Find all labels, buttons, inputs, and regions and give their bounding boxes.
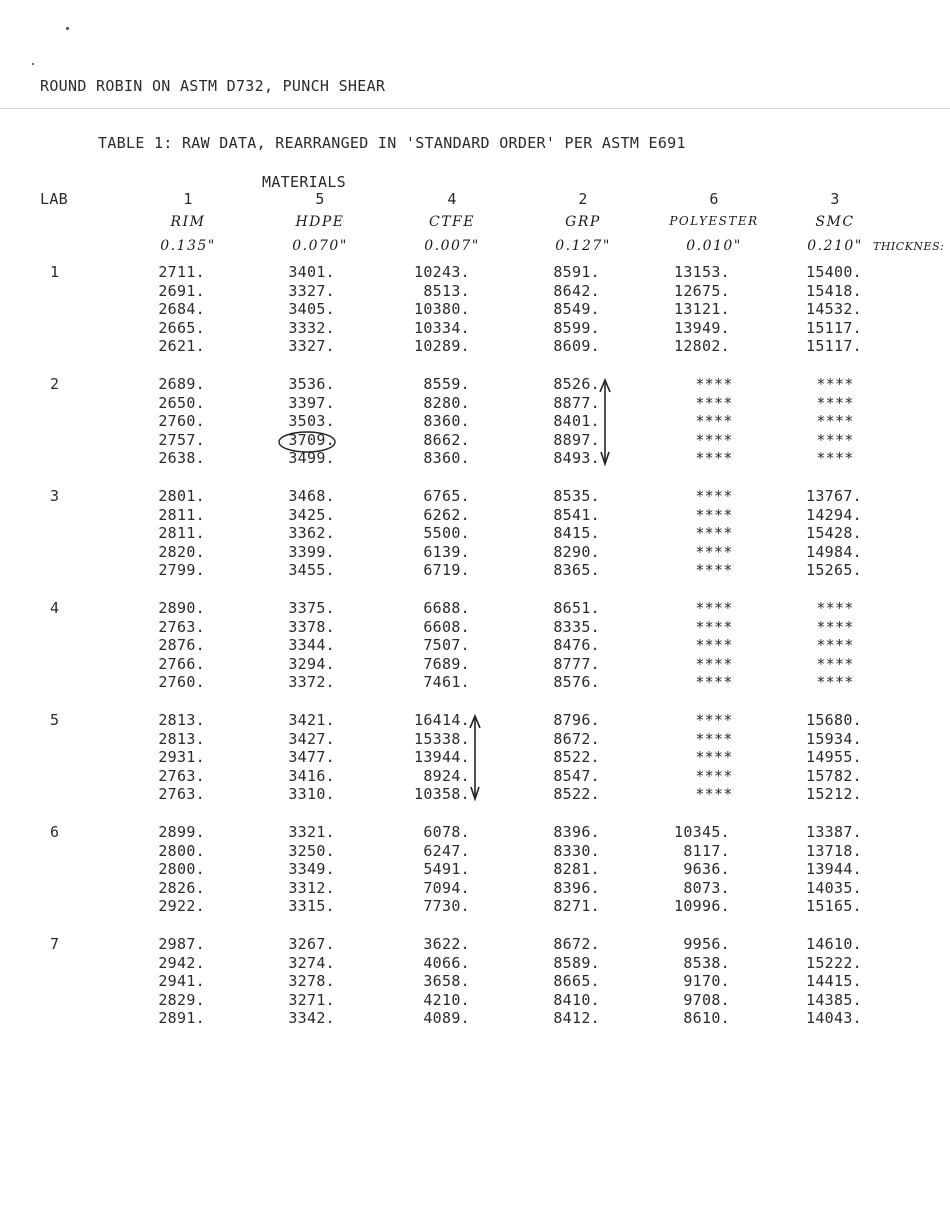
data-cell: 14294. — [806, 506, 862, 524]
data-cell: 2691. — [158, 282, 205, 300]
data-cell: 10334. — [414, 319, 470, 337]
data-cell: 2799. — [158, 561, 205, 579]
data-cell: 8280. — [423, 394, 470, 412]
data-cell: 9956. — [683, 935, 730, 953]
data-cell: 3658. — [423, 972, 470, 990]
data-cell: 2665. — [158, 319, 205, 337]
data-cell: 8073. — [683, 879, 730, 897]
data-cell: 3399. — [288, 543, 335, 561]
data-cell: 10243. — [414, 263, 470, 281]
data-cell: **** — [695, 767, 733, 785]
data-cell: 10345. — [674, 823, 730, 841]
data-cell: 12675. — [674, 282, 730, 300]
data-cell: 3622. — [423, 935, 470, 953]
material-number-5: 6 — [709, 190, 719, 208]
data-cell: 3362. — [288, 524, 335, 542]
data-cell: 8526. — [553, 375, 600, 393]
data-cell: 13387. — [806, 823, 862, 841]
data-cell: **** — [695, 431, 733, 449]
data-cell: 2800. — [158, 842, 205, 860]
lab-number: 6 — [50, 823, 60, 841]
data-cell: 7461. — [423, 673, 470, 691]
data-cell: 2760. — [158, 412, 205, 430]
document-title: ROUND ROBIN ON ASTM D732, PUNCH SHEAR — [40, 77, 386, 95]
data-cell: 2890. — [158, 599, 205, 617]
data-cell: 3310. — [288, 785, 335, 803]
data-cell: **** — [695, 487, 733, 505]
data-cell: **** — [695, 599, 733, 617]
lab-number: 4 — [50, 599, 60, 617]
data-cell: 3327. — [288, 337, 335, 355]
data-cell: 6262. — [423, 506, 470, 524]
data-cell: 8415. — [553, 524, 600, 542]
data-cell: 15934. — [806, 730, 862, 748]
data-cell: 3274. — [288, 954, 335, 972]
data-cell: 6078. — [423, 823, 470, 841]
data-cell: 3536. — [288, 375, 335, 393]
material-thickness-6: 0.210" — [807, 238, 863, 254]
data-cell: 8796. — [553, 711, 600, 729]
data-cell: 2942. — [158, 954, 205, 972]
data-cell: 4210. — [423, 991, 470, 1009]
data-cell: 13718. — [806, 842, 862, 860]
data-cell: 8559. — [423, 375, 470, 393]
data-cell: 2813. — [158, 711, 205, 729]
data-cell: **** — [695, 524, 733, 542]
data-cell: 8609. — [553, 337, 600, 355]
data-cell: **** — [695, 543, 733, 561]
material-name-1: RIM — [170, 214, 206, 230]
data-cell: **** — [695, 506, 733, 524]
data-cell: 3278. — [288, 972, 335, 990]
data-cell: 14610. — [806, 935, 862, 953]
data-cell: 2800. — [158, 860, 205, 878]
data-cell: **** — [695, 618, 733, 636]
lab-number: 5 — [50, 711, 60, 729]
data-cell: 3421. — [288, 711, 335, 729]
data-cell: 8271. — [553, 897, 600, 915]
data-cell: 15428. — [806, 524, 862, 542]
data-cell: 2638. — [158, 449, 205, 467]
scan-line — [0, 108, 950, 109]
table-title: TABLE 1: RAW DATA, REARRANGED IN 'STANDARD ORDER' PER ASTM E691 — [98, 134, 686, 152]
lab-column-header: LAB — [40, 190, 68, 208]
data-cell: 2763. — [158, 767, 205, 785]
data-cell: 15212. — [806, 785, 862, 803]
data-cell: 13949. — [674, 319, 730, 337]
data-cell: 9170. — [683, 972, 730, 990]
data-cell: 8777. — [553, 655, 600, 673]
data-cell: 12802. — [674, 337, 730, 355]
data-cell: 3267. — [288, 935, 335, 953]
data-cell: 14043. — [806, 1009, 862, 1027]
data-cell: 15680. — [806, 711, 862, 729]
data-cell: 3401. — [288, 263, 335, 281]
data-cell: 2891. — [158, 1009, 205, 1027]
data-cell: 2684. — [158, 300, 205, 318]
arrow-up-head — [600, 380, 610, 392]
material-number-6: 3 — [830, 190, 840, 208]
data-cell: 2801. — [158, 487, 205, 505]
data-cell: 15418. — [806, 282, 862, 300]
data-cell: 15782. — [806, 767, 862, 785]
data-cell: 3397. — [288, 394, 335, 412]
data-cell: **** — [816, 655, 854, 673]
data-cell: 8662. — [423, 431, 470, 449]
data-cell: 7507. — [423, 636, 470, 654]
data-cell: 3294. — [288, 655, 335, 673]
data-cell: 2811. — [158, 506, 205, 524]
data-cell: 6719. — [423, 561, 470, 579]
data-cell: 6247. — [423, 842, 470, 860]
material-name-3: CTFE — [429, 214, 475, 230]
data-cell: **** — [695, 636, 733, 654]
data-cell: 8396. — [553, 823, 600, 841]
data-cell: 7730. — [423, 897, 470, 915]
data-cell: 3342. — [288, 1009, 335, 1027]
data-cell: 14955. — [806, 748, 862, 766]
data-cell: 8335. — [553, 618, 600, 636]
data-cell: 3321. — [288, 823, 335, 841]
materials-label: MATERIALS — [262, 173, 346, 191]
arrow-up-head — [470, 716, 480, 728]
data-cell: 14984. — [806, 543, 862, 561]
data-cell: 8360. — [423, 449, 470, 467]
material-number-1: 1 — [183, 190, 193, 208]
data-cell: 7689. — [423, 655, 470, 673]
data-cell: 2766. — [158, 655, 205, 673]
data-cell: 8642. — [553, 282, 600, 300]
speck-mark — [32, 63, 34, 65]
data-cell: **** — [695, 412, 733, 430]
data-cell: 2621. — [158, 337, 205, 355]
lab-number: 7 — [50, 935, 60, 953]
data-cell: 3477. — [288, 748, 335, 766]
data-cell: 8589. — [553, 954, 600, 972]
data-cell: 8924. — [423, 767, 470, 785]
material-name-5: POLYESTER — [669, 214, 759, 228]
data-cell: 8476. — [553, 636, 600, 654]
data-cell: 8576. — [553, 673, 600, 691]
data-cell: 8281. — [553, 860, 600, 878]
lab-number: 2 — [50, 375, 60, 393]
data-cell: 3427. — [288, 730, 335, 748]
data-cell: 15222. — [806, 954, 862, 972]
data-cell: 8365. — [553, 561, 600, 579]
arrow-down-head — [471, 787, 479, 799]
material-thickness-1: 0.135" — [160, 238, 216, 254]
data-cell: 3312. — [288, 879, 335, 897]
data-cell: 2941. — [158, 972, 205, 990]
data-cell: 13944. — [414, 748, 470, 766]
data-cell: 3455. — [288, 561, 335, 579]
data-cell: 8651. — [553, 599, 600, 617]
data-cell: 3425. — [288, 506, 335, 524]
data-cell: 8665. — [553, 972, 600, 990]
material-name-6: SMC — [815, 214, 855, 230]
data-cell: 14532. — [806, 300, 862, 318]
data-cell: 8290. — [553, 543, 600, 561]
data-cell: 8330. — [553, 842, 600, 860]
data-cell: 10996. — [674, 897, 730, 915]
data-cell: 2931. — [158, 748, 205, 766]
data-cell: **** — [816, 618, 854, 636]
data-cell: 3327. — [288, 282, 335, 300]
data-cell: 4089. — [423, 1009, 470, 1027]
data-cell: 8535. — [553, 487, 600, 505]
data-cell: 8538. — [683, 954, 730, 972]
data-cell: 9708. — [683, 991, 730, 1009]
data-cell: 8591. — [553, 263, 600, 281]
data-cell: 2711. — [158, 263, 205, 281]
data-cell: **** — [816, 431, 854, 449]
data-cell: 5500. — [423, 524, 470, 542]
data-cell: 8117. — [683, 842, 730, 860]
arrow-down-head — [601, 452, 609, 464]
lab-number: 3 — [50, 487, 60, 505]
data-cell: 15265. — [806, 561, 862, 579]
data-cell: 8877. — [553, 394, 600, 412]
data-cell: **** — [816, 449, 854, 467]
data-cell: 2820. — [158, 543, 205, 561]
data-cell: 3375. — [288, 599, 335, 617]
data-cell: 2922. — [158, 897, 205, 915]
material-thickness-4: 0.127" — [555, 238, 611, 254]
data-cell: **** — [695, 711, 733, 729]
data-cell: 8360. — [423, 412, 470, 430]
data-cell: 5491. — [423, 860, 470, 878]
data-cell: **** — [695, 730, 733, 748]
data-cell: 15165. — [806, 897, 862, 915]
data-cell: 8522. — [553, 785, 600, 803]
data-cell: **** — [695, 449, 733, 467]
material-name-2: HDPE — [295, 214, 345, 230]
data-cell: **** — [695, 785, 733, 803]
data-cell: 8401. — [553, 412, 600, 430]
data-cell: 3503. — [288, 412, 335, 430]
data-cell: **** — [816, 673, 854, 691]
data-cell: 6139. — [423, 543, 470, 561]
speck-mark — [66, 27, 69, 30]
data-cell: 2876. — [158, 636, 205, 654]
data-cell: 3344. — [288, 636, 335, 654]
data-cell: **** — [816, 599, 854, 617]
data-cell: 6765. — [423, 487, 470, 505]
data-cell: 2811. — [158, 524, 205, 542]
data-cell: 15400. — [806, 263, 862, 281]
data-cell: **** — [695, 561, 733, 579]
material-thickness-5: 0.010" — [686, 238, 742, 254]
data-cell: 6688. — [423, 599, 470, 617]
data-cell: 3315. — [288, 897, 335, 915]
data-cell: 10289. — [414, 337, 470, 355]
data-cell: **** — [816, 412, 854, 430]
data-cell: 2829. — [158, 991, 205, 1009]
data-cell: 2763. — [158, 618, 205, 636]
data-cell: 14035. — [806, 879, 862, 897]
data-cell: 3349. — [288, 860, 335, 878]
data-cell: 7094. — [423, 879, 470, 897]
material-number-3: 4 — [447, 190, 457, 208]
data-cell: 15117. — [806, 337, 862, 355]
data-cell: 3250. — [288, 842, 335, 860]
data-cell: 8410. — [553, 991, 600, 1009]
data-cell: 3378. — [288, 618, 335, 636]
data-cell: 15117. — [806, 319, 862, 337]
lab-number: 1 — [50, 263, 60, 281]
data-cell: 4066. — [423, 954, 470, 972]
data-cell: 2760. — [158, 673, 205, 691]
data-cell: 8493. — [553, 449, 600, 467]
data-cell: **** — [816, 375, 854, 393]
data-cell: 14415. — [806, 972, 862, 990]
data-cell: 3709. — [288, 431, 335, 449]
data-cell: **** — [695, 394, 733, 412]
data-cell: 16414. — [414, 711, 470, 729]
data-cell: 6608. — [423, 618, 470, 636]
data-cell: **** — [695, 673, 733, 691]
data-cell: 10380. — [414, 300, 470, 318]
data-cell: 3468. — [288, 487, 335, 505]
data-cell: 8412. — [553, 1009, 600, 1027]
data-cell: **** — [695, 748, 733, 766]
data-cell: 15338. — [414, 730, 470, 748]
data-cell: 2757. — [158, 431, 205, 449]
data-cell: 8513. — [423, 282, 470, 300]
data-cell: 2813. — [158, 730, 205, 748]
data-cell: 3372. — [288, 673, 335, 691]
data-cell: 3271. — [288, 991, 335, 1009]
data-cell: **** — [816, 636, 854, 654]
data-cell: **** — [695, 375, 733, 393]
material-thickness-2: 0.070" — [292, 238, 348, 254]
data-cell: 3416. — [288, 767, 335, 785]
material-thickness-3: 0.007" — [424, 238, 480, 254]
data-cell: 8610. — [683, 1009, 730, 1027]
data-cell: 8549. — [553, 300, 600, 318]
data-cell: 2650. — [158, 394, 205, 412]
data-cell: 8672. — [553, 730, 600, 748]
material-number-4: 2 — [578, 190, 588, 208]
material-number-2: 5 — [315, 190, 325, 208]
data-cell: 8599. — [553, 319, 600, 337]
material-name-4: GRP — [565, 214, 601, 230]
thickness-label: THICKNES: — [873, 240, 945, 253]
data-cell: 13944. — [806, 860, 862, 878]
data-cell: 2987. — [158, 935, 205, 953]
data-cell: 8547. — [553, 767, 600, 785]
data-cell: 13121. — [674, 300, 730, 318]
data-cell: **** — [816, 394, 854, 412]
data-cell: 8672. — [553, 935, 600, 953]
data-cell: 13767. — [806, 487, 862, 505]
data-cell: 13153. — [674, 263, 730, 281]
data-cell: 8897. — [553, 431, 600, 449]
data-cell: 8541. — [553, 506, 600, 524]
data-cell: 3405. — [288, 300, 335, 318]
data-cell: 8522. — [553, 748, 600, 766]
data-cell: 3499. — [288, 449, 335, 467]
data-cell: **** — [695, 655, 733, 673]
data-cell: 3332. — [288, 319, 335, 337]
data-cell: 2899. — [158, 823, 205, 841]
data-cell: 8396. — [553, 879, 600, 897]
data-cell: 2763. — [158, 785, 205, 803]
data-cell: 9636. — [683, 860, 730, 878]
data-cell: 14385. — [806, 991, 862, 1009]
data-cell: 2689. — [158, 375, 205, 393]
data-cell: 2826. — [158, 879, 205, 897]
data-cell: 10358. — [414, 785, 470, 803]
